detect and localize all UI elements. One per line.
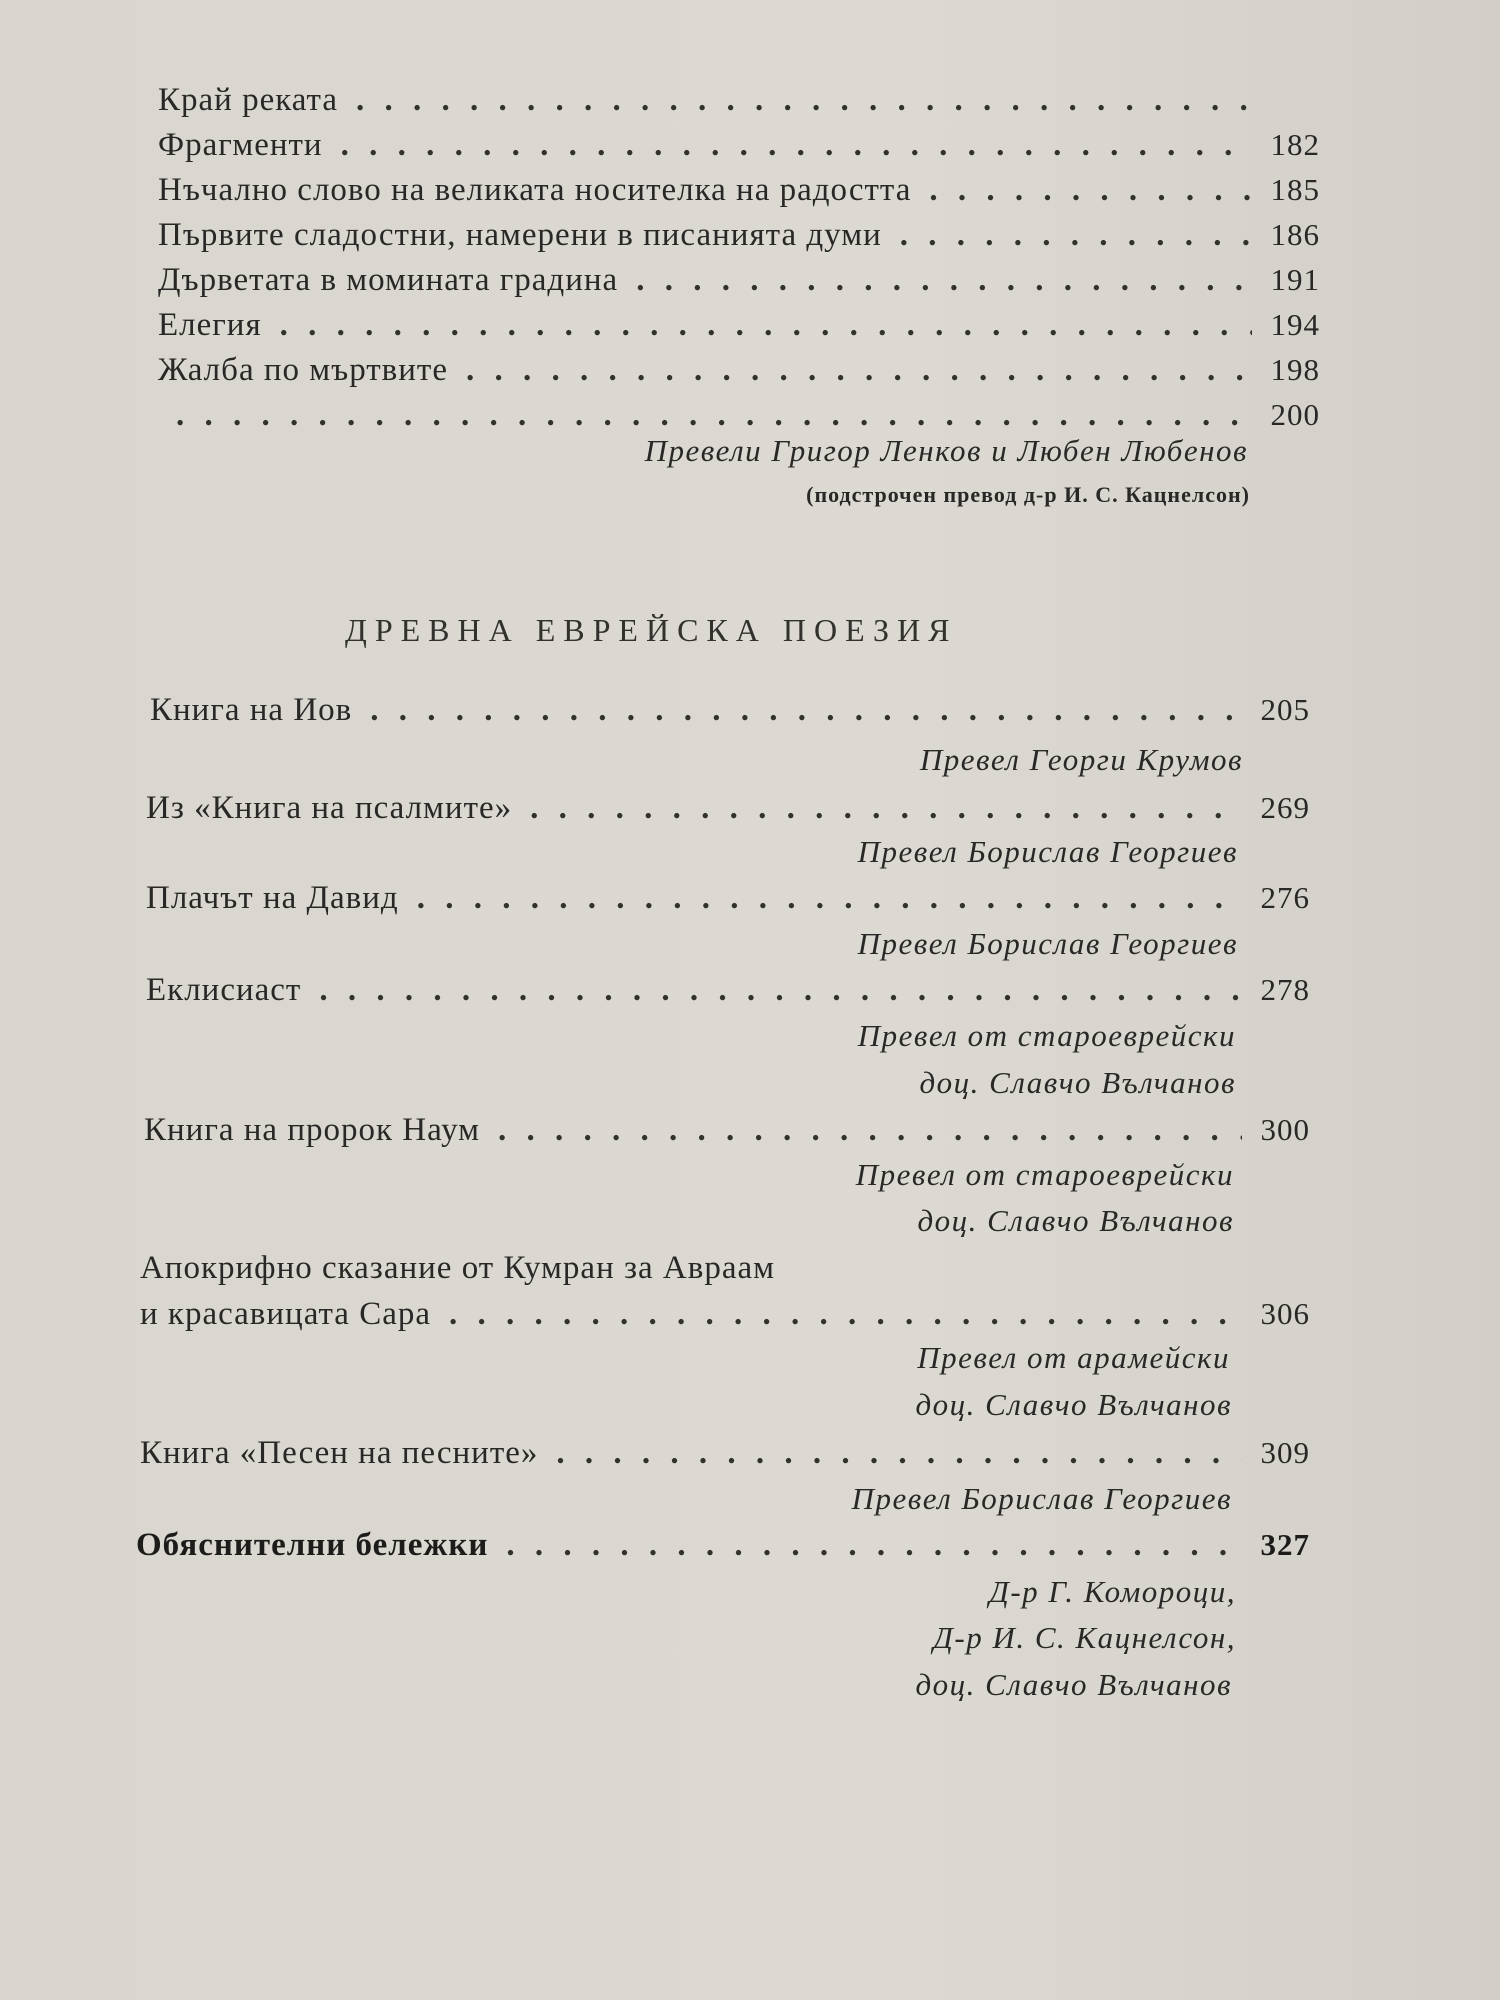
translator-credit: Превел Борислав Георгиев	[857, 926, 1238, 961]
toc-entry	[158, 262, 1320, 299]
toc-entry	[158, 82, 1320, 119]
toc-entry	[158, 307, 1320, 344]
translator-credit: доц. Славчо Вълчанов	[917, 1203, 1234, 1238]
toc-entry-title: Еклисиаст	[146, 972, 302, 1008]
dot-leader	[498, 1112, 1242, 1149]
toc-entry	[144, 1112, 1310, 1149]
translator-credit: Д-р И. С. Кацнелсон,	[933, 1620, 1236, 1655]
translator-credit: Превел от староеврейски	[855, 1157, 1234, 1192]
translator-credit: Превел Борислав Георгиев	[857, 834, 1238, 869]
toc-entry-page: 191	[1270, 262, 1320, 297]
dot-leader	[556, 1435, 1242, 1472]
toc-entry-page: 186	[1270, 217, 1320, 252]
translator-credit: доц. Славчо Вълчанов	[919, 1065, 1236, 1100]
dot-leader	[417, 880, 1242, 917]
dot-leader	[636, 262, 1252, 299]
toc-entry-page: 300	[1260, 1112, 1310, 1147]
translator-credit: Превел Борислав Георгиев	[851, 1481, 1232, 1516]
toc-entry-title: Обяснителни бележки	[136, 1527, 489, 1563]
toc-entry	[146, 880, 1310, 917]
toc-entry-page: 205	[1260, 692, 1310, 727]
translator-credit: Превели Григор Ленков и Любен Любенов	[644, 433, 1248, 468]
toc-entry-title: Фрагменти	[158, 127, 323, 163]
toc-entry	[158, 172, 1320, 209]
toc-entry-page: 194	[1270, 307, 1320, 342]
translator-credit: доц. Славчо Вълчанов	[915, 1387, 1232, 1422]
dot-leader	[280, 307, 1252, 344]
toc-entry-page: 182	[1270, 127, 1320, 162]
dot-leader	[900, 217, 1252, 254]
toc-entry	[158, 397, 1320, 434]
dot-leader	[506, 1527, 1242, 1564]
dot-leader	[341, 127, 1252, 164]
toc-entry-page: 306	[1260, 1296, 1310, 1331]
toc-entry-title: Книга на пророк Наум	[144, 1112, 481, 1148]
toc-entry-page: 327	[1260, 1527, 1310, 1562]
toc-entry	[146, 972, 1310, 1009]
toc-entry-title: Елегия	[158, 307, 262, 343]
dot-leader	[176, 397, 1252, 434]
toc-entry	[136, 1527, 1310, 1564]
toc-entry-title: Нъчално слово на великата носителка на радостта	[158, 172, 912, 208]
translator-credit: доц. Славчо Вълчанов	[915, 1667, 1232, 1702]
dot-leader	[370, 692, 1242, 729]
dot-leader	[319, 972, 1242, 1009]
translator-credit: Превел Георги Крумов	[919, 742, 1243, 777]
toc-entry-page: 276	[1260, 880, 1310, 915]
dot-leader	[530, 790, 1242, 827]
toc-entry-title: и красавицата Сара	[140, 1296, 432, 1332]
toc-entry-page: 200	[1270, 397, 1320, 432]
toc-entry	[140, 1435, 1310, 1472]
toc-entry-title: Край реката	[158, 82, 339, 118]
toc-entry-title: Дърветата в момината градина	[158, 262, 619, 298]
toc-entry	[146, 790, 1310, 827]
dot-leader	[466, 352, 1252, 389]
toc-entry-page: 278	[1260, 972, 1310, 1007]
dot-leader	[356, 82, 1252, 119]
translator-credit: Превел от староеврейски	[857, 1018, 1236, 1053]
translator-credit: Превел от арамейски	[917, 1340, 1230, 1375]
toc-entry-title: Книга «Песен на песните»	[140, 1435, 539, 1471]
toc-entry-page: 185	[1270, 172, 1320, 207]
toc-entry-page: 309	[1260, 1435, 1310, 1470]
toc-entry-title: Първите сладостни, намерени в писанията думи	[158, 217, 882, 253]
toc-entry-title: Книга на Иов	[150, 692, 353, 728]
toc-entry	[158, 217, 1320, 254]
toc-entry	[140, 1296, 1310, 1333]
toc-entry	[150, 692, 1310, 729]
translation-note: (подстрочен превод д-р И. С. Кацнелсон)	[806, 482, 1250, 507]
toc-entry-page: 198	[1270, 352, 1320, 387]
toc-entry-title-line1: Апокрифно сказание от Кумран за Авраам	[140, 1250, 775, 1286]
toc-entry-title: Из «Книга на псалмите»	[146, 790, 513, 826]
toc-entry	[158, 352, 1320, 389]
toc-entry	[158, 127, 1320, 164]
dot-leader	[929, 172, 1252, 209]
dot-leader	[449, 1296, 1242, 1333]
section-title: ДРЕВНА ЕВРЕЙСКА ПОЕЗИЯ	[345, 612, 958, 648]
toc-entry-page: 269	[1260, 790, 1310, 825]
translator-credit: Д-р Г. Комороци,	[989, 1574, 1236, 1609]
toc-entry-title: Плачът на Давид	[146, 880, 399, 916]
toc-entry-title: Жалба по мъртвите	[158, 352, 448, 388]
